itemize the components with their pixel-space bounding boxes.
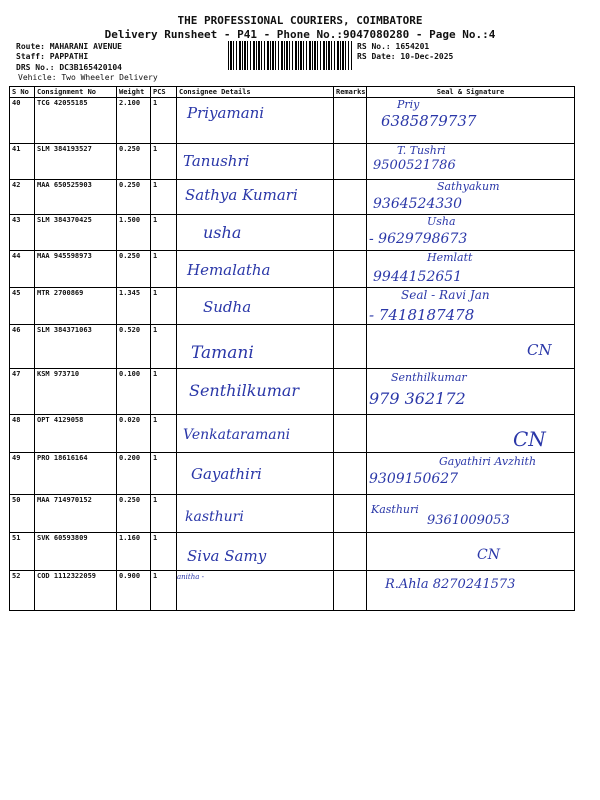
row-weight: 0.250: [117, 251, 151, 288]
row-consignment-no: SLM 384193527: [35, 144, 117, 180]
row-consignment-no: COD 1112322059: [35, 571, 117, 611]
row-remarks: [334, 98, 367, 144]
row-pcs: 1: [151, 180, 177, 215]
row-pcs: 1: [151, 415, 177, 453]
consignee-name: kasthuri: [185, 509, 244, 525]
row-pcs: 1: [151, 288, 177, 325]
consignee-name: Venkataramani: [183, 427, 291, 443]
consignee-name: Sudha: [203, 298, 252, 316]
row-remarks: [334, 453, 367, 495]
row-sno: 49: [10, 453, 35, 495]
row-pcs: 1: [151, 325, 177, 369]
row-pcs: 1: [151, 453, 177, 495]
table-row: [10, 144, 575, 180]
row-signature: [367, 415, 575, 453]
row-pcs: 1: [151, 369, 177, 415]
table-row: [10, 98, 575, 144]
vehicle-label: Vehicle: Two Wheeler Delivery: [18, 73, 158, 82]
row-remarks: [334, 571, 367, 611]
row-pcs: 1: [151, 533, 177, 571]
signature-phone: 979 362172: [369, 389, 466, 408]
col-remarks: Remarks: [334, 87, 367, 98]
row-sno: 47: [10, 369, 35, 415]
row-sno: 48: [10, 415, 35, 453]
consignee-name: Hemalatha: [187, 261, 271, 279]
table-row: [10, 369, 575, 415]
runsheet-title: Delivery Runsheet - P41 - Phone No.:9047080280 - Page No.:4: [104, 28, 496, 41]
row-consignment-no: OPT 4129058: [35, 415, 117, 453]
drs-label: DRS No.: DC3B165420104: [16, 63, 122, 72]
row-remarks: [334, 415, 367, 453]
signature-phone: - 7418187478: [369, 306, 475, 324]
consignee-name: Tamani: [191, 343, 254, 363]
signature-text: Kasthuri: [371, 503, 419, 516]
row-weight: 1.160: [117, 533, 151, 571]
row-consignee: [177, 415, 334, 453]
row-remarks: [334, 495, 367, 533]
row-consignment-no: PRO 18616164: [35, 453, 117, 495]
consignee-name: Sathya Kumari: [185, 186, 298, 204]
row-sno: 44: [10, 251, 35, 288]
row-consignee: [177, 325, 334, 369]
row-signature: [367, 571, 575, 611]
row-weight: 0.200: [117, 453, 151, 495]
consignee-name: Priyamani: [187, 104, 265, 122]
row-consignment-no: SLM 384371063: [35, 325, 117, 369]
signature-phone: 9364524330: [373, 196, 463, 212]
signature-text: Gayathiri Avzhith: [439, 455, 537, 468]
row-weight: 0.250: [117, 180, 151, 215]
signature-text: Usha: [427, 215, 456, 228]
row-signature: [367, 453, 575, 495]
consignee-name: usha: [203, 223, 242, 242]
row-weight: 1.500: [117, 215, 151, 251]
row-remarks: [334, 533, 367, 571]
row-pcs: 1: [151, 251, 177, 288]
row-consignment-no: MAA 945598973: [35, 251, 117, 288]
row-consignee: [177, 215, 334, 251]
table-row: [10, 571, 575, 611]
table-row: [10, 215, 575, 251]
consignee-name: Senthilkumar: [189, 381, 300, 400]
row-signature: [367, 144, 575, 180]
row-pcs: 1: [151, 144, 177, 180]
row-signature: [367, 369, 575, 415]
signature-phone: 6385879737: [381, 112, 477, 130]
row-signature: [367, 495, 575, 533]
row-signature: [367, 251, 575, 288]
row-weight: 0.250: [117, 495, 151, 533]
signature-phone: - 9629798673: [369, 231, 468, 247]
row-consignee: [177, 288, 334, 325]
staff-label: Staff: PAPPATHI: [16, 52, 89, 61]
signature-text: Hemlatt: [427, 251, 473, 264]
table-row: [10, 288, 575, 325]
row-remarks: [334, 325, 367, 369]
rs-number: RS No.: 1654201: [357, 42, 430, 51]
col-consignee: Consignee Details: [177, 87, 334, 98]
row-sno: 51: [10, 533, 35, 571]
consignee-name: anitha -: [177, 573, 205, 581]
row-signature: [367, 533, 575, 571]
row-signature: [367, 288, 575, 325]
row-signature: [367, 98, 575, 144]
row-pcs: 1: [151, 571, 177, 611]
row-consignee: [177, 251, 334, 288]
row-consignee: [177, 369, 334, 415]
row-sno: 41: [10, 144, 35, 180]
row-sno: 43: [10, 215, 35, 251]
table-row: [10, 453, 575, 495]
row-remarks: [334, 369, 367, 415]
consignee-name: Tanushri: [183, 152, 250, 170]
runsheet-table: [9, 86, 575, 611]
row-weight: 0.520: [117, 325, 151, 369]
signature-phone: 9944152651: [373, 269, 463, 285]
signature-text: R.Ahla 8270241573: [385, 577, 516, 592]
row-consignment-no: SLM 384370425: [35, 215, 117, 251]
row-consignment-no: MAA 714970152: [35, 495, 117, 533]
table-row: [10, 415, 575, 453]
row-consignment-no: KSM 973710: [35, 369, 117, 415]
row-pcs: 1: [151, 495, 177, 533]
row-pcs: 1: [151, 98, 177, 144]
row-pcs: 1: [151, 215, 177, 251]
row-consignee: [177, 533, 334, 571]
signature-text: Sathyakum: [437, 180, 500, 193]
row-weight: 2.100: [117, 98, 151, 144]
row-weight: 0.100: [117, 369, 151, 415]
row-consignee: [177, 98, 334, 144]
consignee-name: Siva Samy: [187, 547, 267, 565]
route-label: Route: MAHARANI AVENUE: [16, 42, 122, 51]
row-remarks: [334, 180, 367, 215]
row-consignment-no: MTR 2700869: [35, 288, 117, 325]
table-row: [10, 251, 575, 288]
row-signature: [367, 215, 575, 251]
row-remarks: [334, 288, 367, 325]
row-sno: 52: [10, 571, 35, 611]
table-header-row: [10, 87, 575, 98]
col-weight: Weight: [117, 87, 151, 98]
barcode: [228, 41, 352, 70]
row-weight: 0.020: [117, 415, 151, 453]
row-consignment-no: SVK 60593809: [35, 533, 117, 571]
row-signature: [367, 325, 575, 369]
table-row: [10, 180, 575, 215]
signature-text: CN: [527, 341, 552, 359]
row-remarks: [334, 144, 367, 180]
signature-phone: 9309150627: [369, 471, 459, 487]
row-weight: 0.900: [117, 571, 151, 611]
col-signature: Seal & Signature: [367, 87, 575, 98]
row-sno: 45: [10, 288, 35, 325]
signature-phone: 9500521786: [373, 158, 456, 173]
row-weight: 0.250: [117, 144, 151, 180]
col-consignment: Consignment No: [35, 87, 117, 98]
row-sno: 40: [10, 98, 35, 144]
col-pcs: PCS: [151, 87, 177, 98]
signature-text: Priy: [397, 98, 420, 111]
row-sno: 46: [10, 325, 35, 369]
row-sno: 42: [10, 180, 35, 215]
row-consignee: [177, 453, 334, 495]
table-row: [10, 325, 575, 369]
row-consignee: [177, 495, 334, 533]
row-signature: [367, 180, 575, 215]
table-row: [10, 533, 575, 571]
row-consignee: [177, 144, 334, 180]
signature-text: Seal - Ravi Jan: [401, 288, 490, 302]
rs-date: RS Date: 10-Dec-2025: [357, 52, 454, 61]
row-weight: 1.345: [117, 288, 151, 325]
col-sno: S No: [10, 87, 35, 98]
company-title: THE PROFESSIONAL COURIERS, COIMBATORE: [177, 14, 423, 27]
signature-text: T. Tushri: [397, 144, 446, 157]
row-sno: 50: [10, 495, 35, 533]
row-remarks: [334, 251, 367, 288]
signature-text: CN: [477, 547, 500, 563]
row-consignee: [177, 180, 334, 215]
signature-text: CN: [513, 427, 546, 451]
row-remarks: [334, 215, 367, 251]
row-consignment-no: TCG 42055185: [35, 98, 117, 144]
consignee-name: Gayathiri: [191, 465, 262, 483]
signature-phone: 9361009053: [427, 513, 510, 528]
row-consignee: [177, 571, 334, 611]
signature-text: Senthilkumar: [391, 371, 467, 384]
table-row: [10, 495, 575, 533]
row-consignment-no: MAA 650525903: [35, 180, 117, 215]
